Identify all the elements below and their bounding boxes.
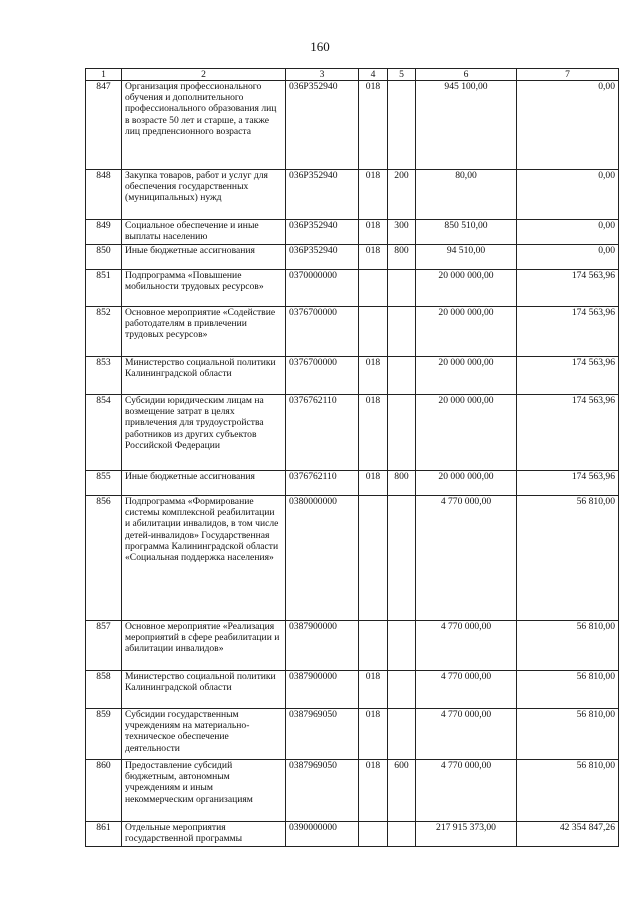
department-code-cell: 018: [359, 81, 388, 170]
item-name-cell: Закупка товаров, работ и услуг для обеспечения государственных (муниципальных) нужд: [122, 170, 286, 220]
department-code-cell: 018: [359, 357, 388, 395]
table-row: [86, 245, 619, 270]
amount-cell: 945 100,00: [416, 81, 517, 170]
row-number-cell: 861: [86, 822, 122, 847]
amount-cell: 94 510,00: [416, 245, 517, 270]
table-row: [86, 220, 619, 245]
column-header: 6: [416, 69, 517, 81]
table-row: [86, 621, 619, 671]
amount-cell: 4 770 000,00: [416, 496, 517, 621]
amount-executed-cell: 0,00: [517, 220, 619, 245]
column-header: 5: [388, 69, 416, 81]
expense-type-cell: [388, 822, 416, 847]
expense-type-cell: [388, 709, 416, 760]
row-number-cell: 851: [86, 270, 122, 307]
amount-executed-cell: 0,00: [517, 81, 619, 170]
expense-type-cell: 800: [388, 471, 416, 496]
item-name-cell: Подпрограмма «Повышение мобильности трудовых ресурсов»: [122, 270, 286, 307]
department-code-cell: 018: [359, 170, 388, 220]
department-code-cell: [359, 496, 388, 621]
item-name-cell: Субсидии государственным учреждениям на материально-техническое обеспечение деятельности: [122, 709, 286, 760]
target-code-cell: 0387969050: [286, 709, 359, 760]
amount-executed-cell: 0,00: [517, 170, 619, 220]
amount-executed-cell: 174 563,96: [517, 357, 619, 395]
amount-cell: 4 770 000,00: [416, 709, 517, 760]
column-header: 3: [286, 69, 359, 81]
row-number-cell: 860: [86, 760, 122, 822]
target-code-cell: 0376762110: [286, 471, 359, 496]
target-code-cell: 0380000000: [286, 496, 359, 621]
department-code-cell: 018: [359, 220, 388, 245]
item-name-cell: Организация профессионального обучения и дополнительного профессионального образования лиц в возрасте 50 лет и старше, а также лиц предпенсионного возраста: [122, 81, 286, 170]
amount-executed-cell: 56 810,00: [517, 760, 619, 822]
amount-cell: 20 000 000,00: [416, 395, 517, 471]
item-name-cell: Социальное обеспечение и иные выплаты населению: [122, 220, 286, 245]
item-name-cell: Основное мероприятие «Содействие работодателям в привлечении трудовых ресурсов»: [122, 307, 286, 357]
expense-type-cell: 800: [388, 245, 416, 270]
amount-executed-cell: 42 354 847,26: [517, 822, 619, 847]
amount-cell: 20 000 000,00: [416, 307, 517, 357]
department-code-cell: [359, 307, 388, 357]
amount-cell: 20 000 000,00: [416, 270, 517, 307]
target-code-cell: 0387900000: [286, 671, 359, 709]
expense-type-cell: [388, 81, 416, 170]
expense-type-cell: [388, 621, 416, 671]
target-code-cell: 0376700000: [286, 357, 359, 395]
target-code-cell: 036P352940: [286, 81, 359, 170]
expense-type-cell: [388, 307, 416, 357]
target-code-cell: 0387969050: [286, 760, 359, 822]
amount-executed-cell: 174 563,96: [517, 471, 619, 496]
item-name-cell: Основное мероприятие «Реализация мероприятий в сфере реабилитации и абилитации инвалидов»: [122, 621, 286, 671]
row-number-cell: 856: [86, 496, 122, 621]
department-code-cell: [359, 270, 388, 307]
target-code-cell: 0387900000: [286, 621, 359, 671]
expense-type-cell: 600: [388, 760, 416, 822]
row-number-cell: 855: [86, 471, 122, 496]
table-row: [86, 760, 619, 822]
amount-executed-cell: 174 563,96: [517, 270, 619, 307]
row-number-cell: 859: [86, 709, 122, 760]
target-code-cell: 036P352940: [286, 245, 359, 270]
table-header-row: [86, 69, 619, 81]
row-number-cell: 848: [86, 170, 122, 220]
target-code-cell: 0376762110: [286, 395, 359, 471]
table-row: [86, 471, 619, 496]
expense-type-cell: [388, 671, 416, 709]
item-name-cell: Подпрограмма «Формирование системы комплексной реабилитации и абилитации инвалидов, в том числе детей-инвалидов» Государственная программа Калининградской области «Социальная поддержка населения»: [122, 496, 286, 621]
amount-executed-cell: 174 563,96: [517, 395, 619, 471]
row-number-cell: 849: [86, 220, 122, 245]
item-name-cell: Министерство социальной политики Калининградской области: [122, 357, 286, 395]
row-number-cell: 850: [86, 245, 122, 270]
table-row: [86, 395, 619, 471]
expense-type-cell: 300: [388, 220, 416, 245]
target-code-cell: 0370000000: [286, 270, 359, 307]
department-code-cell: 018: [359, 471, 388, 496]
table-row: [86, 671, 619, 709]
table-row: [86, 270, 619, 307]
amount-cell: 4 770 000,00: [416, 671, 517, 709]
amount-executed-cell: 56 810,00: [517, 621, 619, 671]
row-number-cell: 857: [86, 621, 122, 671]
amount-executed-cell: 0,00: [517, 245, 619, 270]
expense-type-cell: [388, 270, 416, 307]
amount-cell: 217 915 373,00: [416, 822, 517, 847]
column-header: 7: [517, 69, 619, 81]
target-code-cell: 036P352940: [286, 220, 359, 245]
column-header: 2: [122, 69, 286, 81]
row-number-cell: 854: [86, 395, 122, 471]
amount-executed-cell: 174 563,96: [517, 307, 619, 357]
row-number-cell: 847: [86, 81, 122, 170]
amount-executed-cell: 56 810,00: [517, 671, 619, 709]
amount-executed-cell: 56 810,00: [517, 496, 619, 621]
expense-type-cell: 200: [388, 170, 416, 220]
table-row: [86, 709, 619, 760]
item-name-cell: Отдельные мероприятия государственной программы: [122, 822, 286, 847]
column-header: 1: [86, 69, 122, 81]
expense-type-cell: [388, 496, 416, 621]
department-code-cell: 018: [359, 245, 388, 270]
table-row: [86, 170, 619, 220]
amount-cell: 20 000 000,00: [416, 357, 517, 395]
amount-cell: 850 510,00: [416, 220, 517, 245]
department-code-cell: 018: [359, 760, 388, 822]
table-row: [86, 496, 619, 621]
department-code-cell: 018: [359, 709, 388, 760]
item-name-cell: Иные бюджетные ассигнования: [122, 245, 286, 270]
column-header: 4: [359, 69, 388, 81]
table-row: [86, 822, 619, 847]
page-number: 160: [310, 39, 330, 54]
target-code-cell: 0376700000: [286, 307, 359, 357]
amount-cell: 4 770 000,00: [416, 760, 517, 822]
row-number-cell: 852: [86, 307, 122, 357]
target-code-cell: 0390000000: [286, 822, 359, 847]
expense-type-cell: [388, 395, 416, 471]
budget-table: [85, 68, 619, 847]
department-code-cell: 018: [359, 671, 388, 709]
amount-cell: 20 000 000,00: [416, 471, 517, 496]
item-name-cell: Субсидии юридическим лицам на возмещение затрат в целях привлечения для трудоустройства работников из других субъектов Российской Федерации: [122, 395, 286, 471]
table-row: [86, 307, 619, 357]
item-name-cell: Министерство социальной политики Калининградской области: [122, 671, 286, 709]
row-number-cell: 853: [86, 357, 122, 395]
department-code-cell: [359, 822, 388, 847]
item-name-cell: Предоставление субсидий бюджетным, автономным учреждениям и иным некоммерческим организациям: [122, 760, 286, 822]
amount-cell: 4 770 000,00: [416, 621, 517, 671]
row-number-cell: 858: [86, 671, 122, 709]
amount-executed-cell: 56 810,00: [517, 709, 619, 760]
department-code-cell: [359, 621, 388, 671]
target-code-cell: 036P352940: [286, 170, 359, 220]
amount-cell: 80,00: [416, 170, 517, 220]
table-row: [86, 81, 619, 170]
expense-type-cell: [388, 357, 416, 395]
table-row: [86, 357, 619, 395]
department-code-cell: 018: [359, 395, 388, 471]
item-name-cell: Иные бюджетные ассигнования: [122, 471, 286, 496]
